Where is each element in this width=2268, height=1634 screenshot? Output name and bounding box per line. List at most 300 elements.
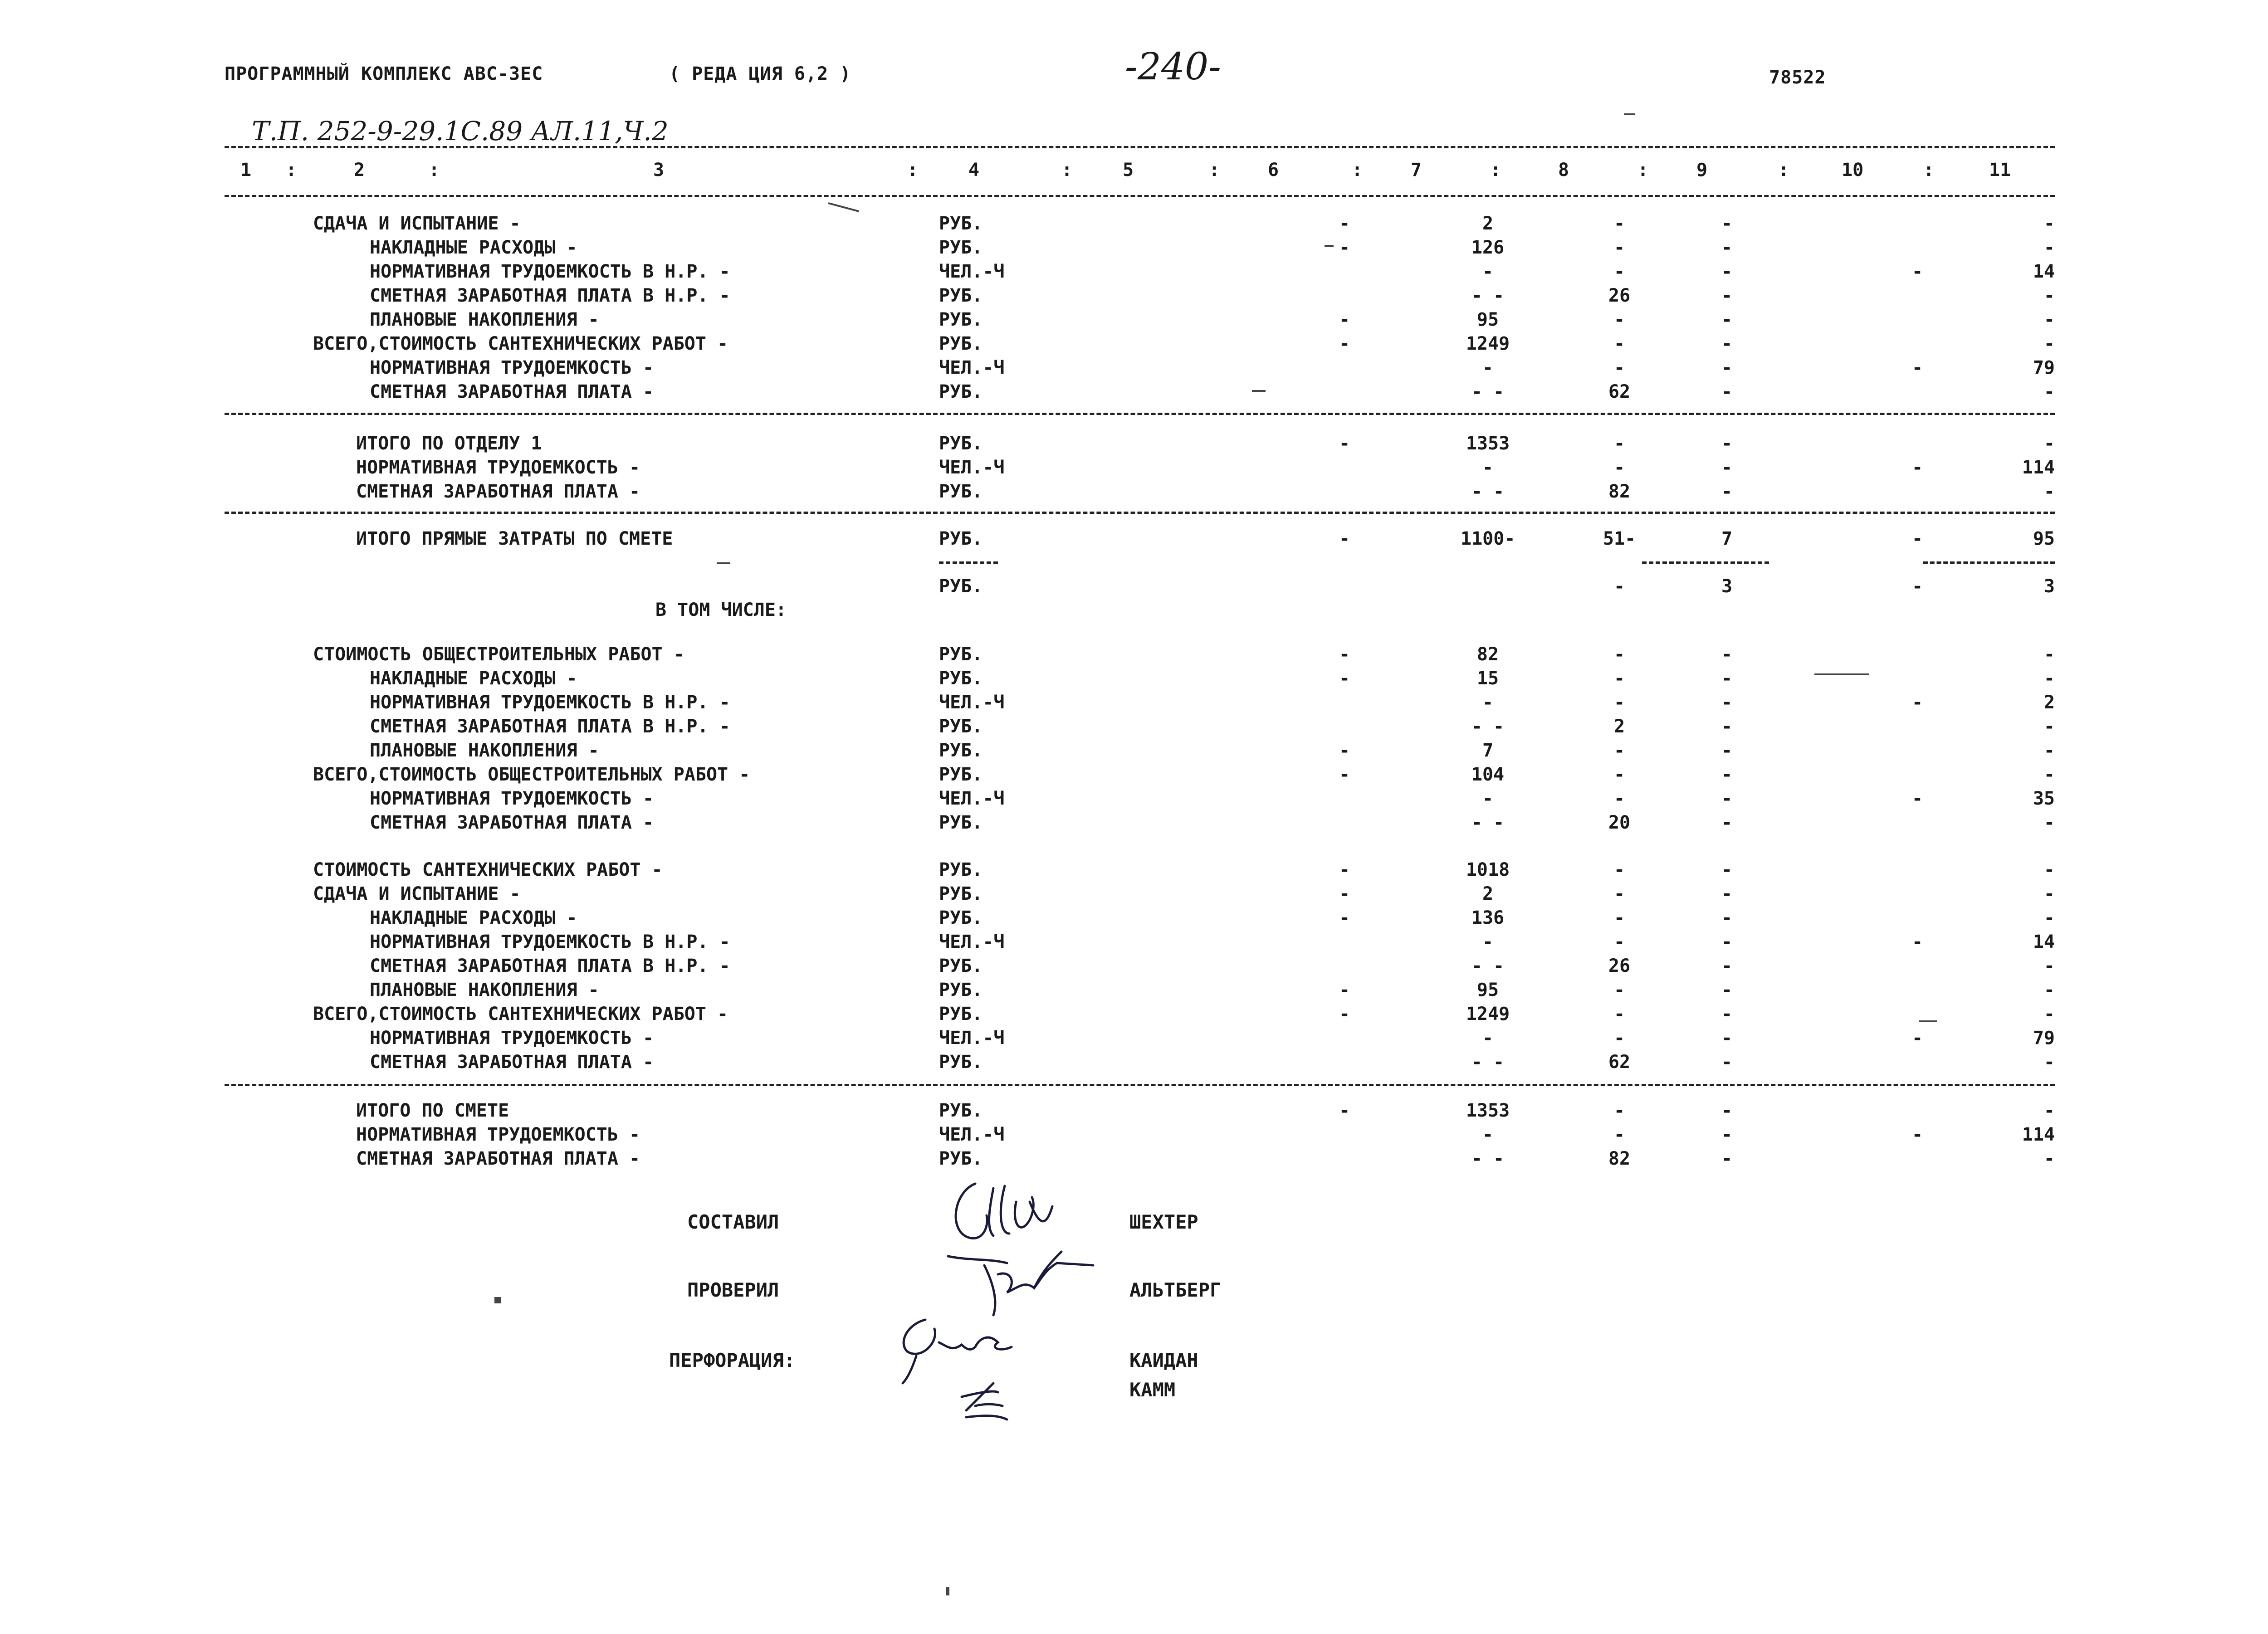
scan-speck: [717, 562, 730, 564]
signature-name: АЛЬТБЕРГ: [1129, 1279, 1222, 1301]
col11-cell: 35: [2033, 788, 2055, 809]
col7-cell: 82: [1476, 644, 1499, 665]
col7-cell: 136: [1471, 907, 1505, 928]
row-description: СМЕТНАЯ ЗАРАБОТНАЯ ПЛАТА В Н.Р. -: [370, 716, 730, 737]
table-row: [0, 812, 2268, 837]
column-separator: :: [1490, 160, 1501, 180]
col9-cell: -: [1721, 433, 1733, 454]
col7-cell: -: [1482, 1124, 1494, 1145]
scan-speck: [1252, 390, 1266, 392]
table-row: [0, 357, 2268, 382]
column-header: 1: [240, 160, 252, 180]
column-separator: :: [1637, 160, 1649, 180]
col7-cell: -: [1482, 457, 1494, 478]
col8-cell: -: [1613, 932, 1625, 952]
row-description: НОРМАТИВНАЯ ТРУДОЕМКОСТЬ -: [356, 1124, 640, 1145]
table-row: [0, 740, 2268, 765]
col7-cell: -: [1482, 788, 1494, 809]
column-header: 4: [968, 160, 980, 180]
table-row: [0, 600, 2268, 624]
row-description: В ТОМ ЧИСЛЕ:: [655, 600, 787, 620]
row-description: СМЕТНАЯ ЗАРАБОТНАЯ ПЛАТА В Н.Р. -: [370, 956, 730, 976]
col8-cell: 62: [1608, 1052, 1631, 1073]
col8-cell: -: [1613, 576, 1625, 597]
col10-cell: -: [1912, 457, 1923, 478]
col9-cell: -: [1721, 1148, 1733, 1169]
unit-cell: РУБ.: [939, 956, 983, 976]
unit-cell: РУБ.: [939, 333, 983, 354]
column-header: 10: [1842, 160, 1864, 180]
col6-cell: -: [1339, 528, 1350, 549]
table-row: [0, 644, 2268, 668]
row-description: ПЛАНОВЫЕ НАКОПЛЕНИЯ -: [370, 980, 599, 1000]
scan-speck: [494, 1297, 501, 1303]
col8-cell: -: [1613, 692, 1625, 713]
table-row: [0, 285, 2268, 310]
col7-cell: 1100-: [1461, 528, 1515, 549]
col11-cell: -: [2043, 285, 2055, 306]
table-row: [0, 1124, 2268, 1149]
unit-cell: РУБ.: [939, 812, 983, 833]
row-description: НАКЛАДНЫЕ РАСХОДЫ -: [370, 237, 577, 258]
col11-cell: -: [2043, 956, 2055, 976]
unit-cell: ЧЕЛ.-Ч: [939, 1124, 1005, 1145]
col8-cell: -: [1613, 668, 1625, 689]
col11-cell: -: [2043, 1052, 2055, 1073]
row-description: ПЛАНОВЫЕ НАКОПЛЕНИЯ -: [370, 309, 599, 330]
col9-cell: -: [1721, 481, 1733, 502]
col8-cell: 26: [1608, 956, 1631, 976]
col7-cell: -: [1482, 932, 1494, 952]
col6-cell: -: [1339, 980, 1350, 1000]
unit-cell: РУБ.: [939, 859, 983, 880]
col11-cell: -: [2043, 716, 2055, 737]
table-row: [0, 859, 2268, 884]
col9-cell: -: [1721, 788, 1733, 809]
unit-cell: РУБ.: [939, 740, 983, 761]
row-description: НАКЛАДНЫЕ РАСХОДЫ -: [370, 668, 577, 689]
col9-cell: -: [1721, 740, 1733, 761]
col11-cell: -: [2043, 980, 2055, 1000]
signature-name: ШЕХТЕР: [1129, 1211, 1198, 1233]
unit-cell: РУБ.: [939, 883, 983, 904]
col11-cell: -: [2043, 668, 2055, 689]
col9-cell: -: [1721, 309, 1733, 330]
row-description: СМЕТНАЯ ЗАРАБОТНАЯ ПЛАТА -: [356, 481, 640, 502]
col7-cell: 7: [1482, 740, 1494, 761]
col11-cell: 14: [2033, 932, 2055, 952]
col11-cell: -: [2043, 309, 2055, 330]
unit-cell: ЧЕЛ.-Ч: [939, 357, 1005, 378]
col8-cell: -: [1613, 644, 1625, 665]
col8-cell: -: [1613, 333, 1625, 354]
col8-cell: 26: [1608, 285, 1631, 306]
col7-cell: 95: [1476, 309, 1499, 330]
col6-cell: -: [1339, 237, 1350, 258]
column-header: 9: [1696, 160, 1708, 180]
col8-cell: 82: [1608, 1148, 1631, 1169]
table-row: [0, 381, 2268, 406]
program-title: ПРОГРАММНЫЙ КОМПЛЕКС АВС-3ЕС: [225, 63, 543, 84]
unit-cell: РУБ.: [939, 668, 983, 689]
col9-cell: 7: [1721, 528, 1733, 549]
table-row: [0, 1004, 2268, 1028]
col10-cell: -: [1912, 1028, 1923, 1049]
signature-role: СОСТАВИЛ: [687, 1211, 779, 1233]
col7-cell: - -: [1471, 812, 1505, 833]
document-code: 78522: [1769, 67, 1826, 88]
unit-cell: РУБ.: [939, 237, 983, 258]
col10-cell: -: [1912, 528, 1923, 549]
unit-cell: РУБ.: [939, 285, 983, 306]
col8-cell: -: [1613, 1028, 1625, 1049]
row-description: НОРМАТИВНАЯ ТРУДОЕМКОСТЬ -: [370, 1028, 654, 1049]
col8-cell: -: [1613, 213, 1625, 234]
table-row: [0, 956, 2268, 980]
scan-speck: [946, 1587, 949, 1595]
col8-cell: 62: [1608, 381, 1631, 402]
col11-cell: -: [2043, 644, 2055, 665]
col8-cell: -: [1613, 309, 1625, 330]
col8-cell: -: [1613, 433, 1625, 454]
row-description: СМЕТНАЯ ЗАРАБОТНАЯ ПЛАТА -: [356, 1148, 640, 1169]
table-row: [0, 883, 2268, 908]
col7-cell: 1353: [1466, 433, 1510, 454]
col10-cell: -: [1912, 261, 1923, 282]
col11-cell: -: [2043, 740, 2055, 761]
column-header: 7: [1411, 160, 1422, 180]
row-description: НОРМАТИВНАЯ ТРУДОЕМКОСТЬ -: [356, 457, 640, 478]
col8-cell: -: [1613, 907, 1625, 928]
column-header: 3: [653, 160, 665, 180]
page-number: -240-: [1125, 45, 1221, 88]
unit-cell: РУБ.: [939, 433, 983, 454]
table-row: [0, 980, 2268, 1004]
col9-cell: -: [1721, 812, 1733, 833]
col9-cell: -: [1721, 883, 1733, 904]
col9-cell: -: [1721, 907, 1733, 928]
col9-cell: -: [1721, 980, 1733, 1000]
row-description: СТОИМОСТЬ ОБЩЕСТРОИТЕЛЬНЫХ РАБОТ -: [313, 644, 684, 665]
col7-cell: 95: [1476, 980, 1499, 1000]
col7-cell: - -: [1471, 381, 1505, 402]
column-header: 6: [1268, 160, 1279, 180]
col9-cell: -: [1721, 213, 1733, 234]
col8-cell: -: [1613, 261, 1625, 282]
table-row: [0, 576, 2268, 600]
unit-cell: РУБ.: [939, 907, 983, 928]
col11-cell: -: [2043, 213, 2055, 234]
col11-cell: -: [2043, 1148, 2055, 1169]
col11-cell: 3: [2043, 576, 2055, 597]
unit-cell: РУБ.: [939, 481, 983, 502]
col8-cell: -: [1613, 237, 1625, 258]
col9-cell: -: [1721, 1052, 1733, 1073]
table-row: [0, 309, 2268, 334]
column-header: 11: [1989, 160, 2011, 180]
unit-cell: ЧЕЛ.-Ч: [939, 1028, 1005, 1049]
col9-cell: -: [1721, 1124, 1733, 1145]
signature-role: ПРОВЕРИЛ: [687, 1279, 779, 1301]
col9-cell: -: [1721, 692, 1733, 713]
col9-cell: -: [1721, 1028, 1733, 1049]
col11-cell: 114: [2022, 1124, 2055, 1145]
signature-name: КАИДАН: [1129, 1349, 1198, 1371]
col9-cell: -: [1721, 644, 1733, 665]
col11-cell: -: [2043, 812, 2055, 833]
row-description: СМЕТНАЯ ЗАРАБОТНАЯ ПЛАТА -: [370, 812, 654, 833]
row-description: НОРМАТИВНАЯ ТРУДОЕМКОСТЬ -: [370, 788, 654, 809]
col8-cell: -: [1613, 1004, 1625, 1024]
col8-cell: -: [1613, 788, 1625, 809]
col8-cell: -: [1613, 1124, 1625, 1145]
col8-cell: -: [1613, 740, 1625, 761]
row-description: ИТОГО ПО СМЕТЕ: [356, 1100, 509, 1121]
col7-cell: -: [1482, 261, 1494, 282]
col9-cell: -: [1721, 1100, 1733, 1121]
unit-cell: РУБ.: [939, 309, 983, 330]
table-row: [0, 668, 2268, 693]
col6-cell: -: [1339, 644, 1350, 665]
col11-cell: -: [2043, 333, 2055, 354]
col8-cell: -: [1613, 883, 1625, 904]
table-row: [0, 261, 2268, 286]
col8-cell: -: [1613, 764, 1625, 785]
table-row: [0, 716, 2268, 741]
row-description: ИТОГО ПРЯМЫЕ ЗАТРАТЫ ПО СМЕТЕ: [356, 528, 673, 549]
unit-cell: РУБ.: [939, 716, 983, 737]
col6-cell: -: [1339, 764, 1350, 785]
column-header: 2: [354, 160, 365, 180]
col7-cell: - -: [1471, 1052, 1505, 1073]
table-row: [0, 237, 2268, 262]
col9-cell: -: [1721, 764, 1733, 785]
column-separator: :: [907, 160, 919, 180]
table-row: [0, 333, 2268, 358]
unit-cell: РУБ.: [939, 1148, 983, 1169]
col7-cell: 15: [1476, 668, 1499, 689]
column-separator: :: [429, 160, 440, 180]
row-description: СДАЧА И ИСПЫТАНИЕ -: [313, 883, 521, 904]
row-description: ИТОГО ПО ОТДЕЛУ 1: [356, 433, 542, 454]
col10-cell: -: [1912, 357, 1923, 378]
unit-cell: РУБ.: [939, 764, 983, 785]
col11-cell: -: [2043, 481, 2055, 502]
col7-cell: 2: [1482, 213, 1494, 234]
unit-cell: РУБ.: [939, 576, 983, 597]
row-description: СДАЧА И ИСПЫТАНИЕ -: [313, 213, 521, 234]
col9-cell: -: [1721, 859, 1733, 880]
handwritten-signature: [943, 1175, 1080, 1247]
col7-cell: - -: [1471, 956, 1505, 976]
row-description: ПЛАНОВЫЕ НАКОПЛЕНИЯ -: [370, 740, 599, 761]
col7-cell: - -: [1471, 716, 1505, 737]
row-description: СМЕТНАЯ ЗАРАБОТНАЯ ПЛАТА -: [370, 1052, 654, 1073]
column-separator: :: [1061, 160, 1073, 180]
col9-cell: -: [1721, 261, 1733, 282]
table-row: [0, 213, 2268, 238]
column-header: 8: [1558, 160, 1569, 180]
table-row: [0, 457, 2268, 482]
col6-cell: -: [1339, 213, 1350, 234]
col9-cell: -: [1721, 285, 1733, 306]
col8-cell: -: [1613, 980, 1625, 1000]
col6-cell: -: [1339, 859, 1350, 880]
col6-cell: -: [1339, 668, 1350, 689]
table-row: [0, 481, 2268, 506]
col8-cell: -: [1613, 357, 1625, 378]
column-separator: :: [1209, 160, 1220, 180]
col11-cell: -: [2043, 907, 2055, 928]
col7-cell: - -: [1471, 1148, 1505, 1169]
col6-cell: -: [1339, 883, 1350, 904]
table-row: [0, 1028, 2268, 1052]
edition-label: ( РЕДА ЦИЯ 6,2 ): [669, 63, 851, 84]
col11-cell: -: [2043, 433, 2055, 454]
table-row: [0, 788, 2268, 813]
column-separator: :: [286, 160, 297, 180]
col10-cell: -: [1912, 788, 1923, 809]
col8-cell: -: [1613, 457, 1625, 478]
col7-cell: -: [1482, 357, 1494, 378]
col6-cell: -: [1339, 309, 1350, 330]
col9-cell: -: [1721, 457, 1733, 478]
unit-cell: РУБ.: [939, 1052, 983, 1073]
col9-cell: -: [1721, 237, 1733, 258]
col7-cell: -: [1482, 1028, 1494, 1049]
col11-cell: -: [2043, 1004, 2055, 1024]
col7-cell: 1353: [1466, 1100, 1510, 1121]
row-description: НОРМАТИВНАЯ ТРУДОЕМКОСТЬ В Н.Р. -: [370, 692, 730, 713]
col8-cell: 51-: [1603, 528, 1636, 549]
col9-cell: -: [1721, 932, 1733, 952]
row-description: ВСЕГО,СТОИМОСТЬ САНТЕХНИЧЕСКИХ РАБОТ -: [313, 1004, 728, 1024]
col6-cell: -: [1339, 907, 1350, 928]
unit-cell: РУБ.: [939, 980, 983, 1000]
handwritten-signature: [889, 1306, 1043, 1424]
col11-cell: -: [2043, 859, 2055, 880]
unit-cell: РУБ.: [939, 644, 983, 665]
unit-cell: РУБ.: [939, 1100, 983, 1121]
col6-cell: -: [1339, 433, 1350, 454]
column-header: 5: [1123, 160, 1134, 180]
scan-speck: [1325, 245, 1334, 247]
col9-cell: -: [1721, 716, 1733, 737]
col8-cell: 82: [1608, 481, 1631, 502]
col6-cell: -: [1339, 740, 1350, 761]
project-reference: Т.П. 252-9-29.1С.89 АЛ.11,Ч.2: [252, 116, 669, 146]
row-description: НОРМАТИВНАЯ ТРУДОЕМКОСТЬ -: [370, 357, 654, 378]
col7-cell: - -: [1471, 285, 1505, 306]
unit-cell: РУБ.: [939, 381, 983, 402]
row-description: СМЕТНАЯ ЗАРАБОТНАЯ ПЛАТА -: [370, 381, 654, 402]
col11-cell: -: [2043, 883, 2055, 904]
col11-cell: -: [2043, 764, 2055, 785]
row-description: ВСЕГО,СТОИМОСТЬ САНТЕХНИЧЕСКИХ РАБОТ -: [313, 333, 728, 354]
col8-cell: -: [1613, 1100, 1625, 1121]
table-row: [0, 907, 2268, 932]
col7-cell: 126: [1471, 237, 1505, 258]
col8-cell: -: [1613, 859, 1625, 880]
col7-cell: - -: [1471, 481, 1505, 502]
col8-cell: 20: [1608, 812, 1631, 833]
col11-cell: 79: [2033, 357, 2055, 378]
signature-role: ПЕРФОРАЦИЯ:: [669, 1349, 796, 1371]
table-row: [0, 1052, 2268, 1076]
scan-speck: [1624, 113, 1635, 115]
unit-cell: ЧЕЛ.-Ч: [939, 261, 1005, 282]
row-description: СТОИМОСТЬ САНТЕХНИЧЕСКИХ РАБОТ -: [313, 859, 663, 880]
col10-cell: -: [1912, 576, 1923, 597]
col6-cell: -: [1339, 1004, 1350, 1024]
col9-cell: -: [1721, 357, 1733, 378]
row-description: НОРМАТИВНАЯ ТРУДОЕМКОСТЬ В Н.Р. -: [370, 261, 730, 282]
col9-cell: -: [1721, 668, 1733, 689]
scan-speck: [1814, 673, 1869, 675]
col7-cell: 1018: [1466, 859, 1510, 880]
row-description: НАКЛАДНЫЕ РАСХОДЫ -: [370, 907, 577, 928]
unit-cell: ЧЕЛ.-Ч: [939, 692, 1005, 713]
col7-cell: 2: [1482, 883, 1494, 904]
col11-cell: 79: [2033, 1028, 2055, 1049]
unit-cell: РУБ.: [939, 213, 983, 234]
col11-cell: 2: [2043, 692, 2055, 713]
col9-cell: 3: [1721, 576, 1733, 597]
column-separator: :: [1778, 160, 1789, 180]
col6-cell: -: [1339, 1100, 1350, 1121]
signature-name-extra: КАММ: [1129, 1379, 1176, 1401]
row-description: СМЕТНАЯ ЗАРАБОТНАЯ ПЛАТА В Н.Р. -: [370, 285, 730, 306]
table-row: [0, 692, 2268, 717]
table-row: [0, 1148, 2268, 1173]
col11-cell: -: [2043, 237, 2055, 258]
col9-cell: -: [1721, 1004, 1733, 1024]
col10-cell: -: [1912, 932, 1923, 952]
col7-cell: 1249: [1466, 333, 1510, 354]
unit-cell: ЧЕЛ.-Ч: [939, 788, 1005, 809]
col7-cell: 1249: [1466, 1004, 1510, 1024]
col10-cell: -: [1912, 1124, 1923, 1145]
column-separator: :: [1923, 160, 1935, 180]
col9-cell: -: [1721, 381, 1733, 402]
table-row: [0, 528, 2268, 553]
unit-cell: РУБ.: [939, 528, 983, 549]
col11-cell: 114: [2022, 457, 2055, 478]
col7-cell: -: [1482, 692, 1494, 713]
col9-cell: -: [1721, 333, 1733, 354]
row-description: НОРМАТИВНАЯ ТРУДОЕМКОСТЬ В Н.Р. -: [370, 932, 730, 952]
col8-cell: 2: [1613, 716, 1625, 737]
unit-cell: ЧЕЛ.-Ч: [939, 932, 1005, 952]
table-row: [0, 433, 2268, 458]
col11-cell: -: [2043, 381, 2055, 402]
col7-cell: 104: [1471, 764, 1505, 785]
column-separator: :: [1352, 160, 1363, 180]
col11-cell: -: [2043, 1100, 2055, 1121]
col11-cell: 14: [2033, 261, 2055, 282]
table-row: [0, 932, 2268, 956]
unit-cell: ЧЕЛ.-Ч: [939, 457, 1005, 478]
col9-cell: -: [1721, 956, 1733, 976]
unit-cell: РУБ.: [939, 1004, 983, 1024]
col6-cell: -: [1339, 333, 1350, 354]
col11-cell: 95: [2033, 528, 2055, 549]
table-row: [0, 1100, 2268, 1125]
row-description: ВСЕГО,СТОИМОСТЬ ОБЩЕСТРОИТЕЛЬНЫХ РАБОТ -: [313, 764, 750, 785]
table-row: [0, 764, 2268, 789]
scan-speck: [1919, 1020, 1937, 1022]
col10-cell: -: [1912, 692, 1923, 713]
